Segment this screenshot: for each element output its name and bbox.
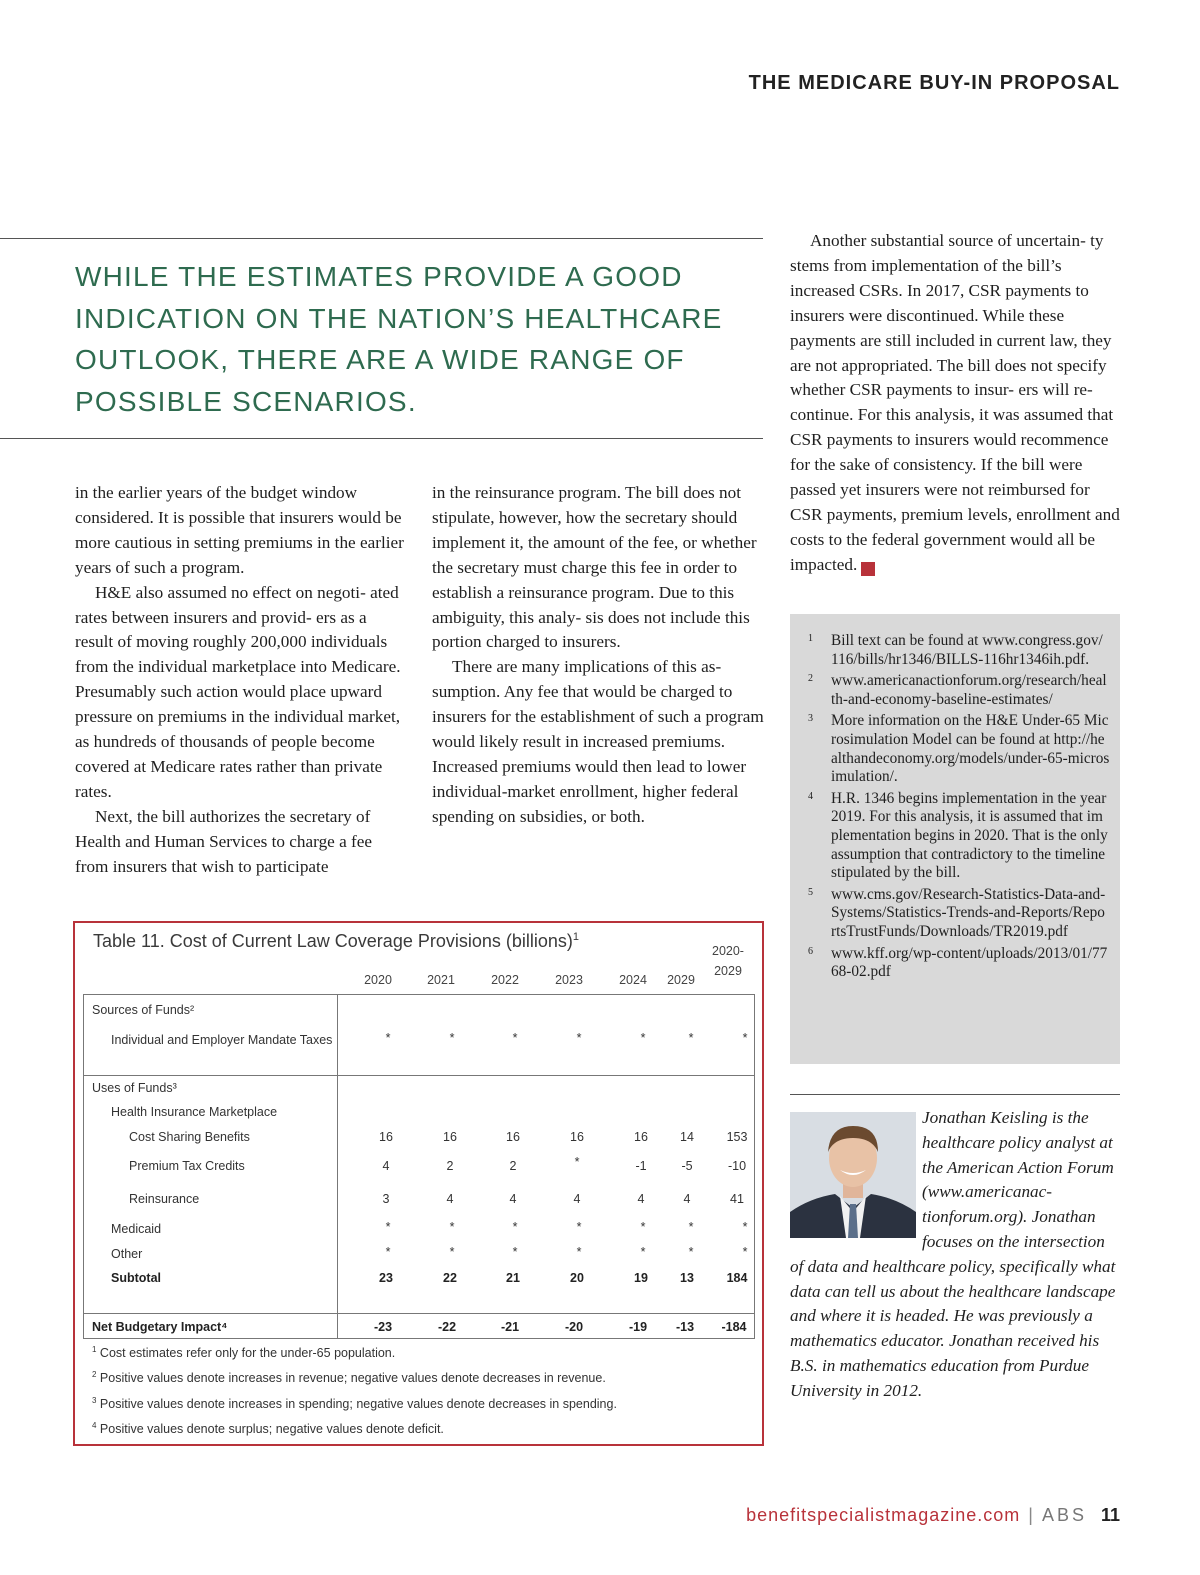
table-cell: * — [688, 1220, 694, 1234]
table-cell: -23 — [373, 1320, 393, 1334]
footnotes-box — [790, 614, 1120, 1064]
table-cell: -13 — [675, 1320, 695, 1334]
row-label: Subtotal — [111, 1271, 161, 1285]
footer-site-link[interactable]: benefitspecialistmagazine.com — [746, 1505, 1021, 1525]
bio-text: Jonathan Keisling is the healthcare policy analyst at the American Action Forum (www.americanac- tionforum.org). Jonathan focuses on the intersection of data and healthcare policy, specifically what data can tell us about the healthcare landscape and where it is headed. He was previously a mathematics educator. Jonathan received his B.S. in mathematics education from Purdue University in 2012. — [790, 1108, 1116, 1400]
table-cell: 16 — [379, 1130, 393, 1144]
table-note: $^3$ Positive values denote increases in spending; negative values denote decreases in spending. — [92, 1396, 617, 1412]
table-cell: * — [640, 1220, 646, 1234]
table-cell: * — [574, 1155, 580, 1169]
paragraph — [790, 229, 1122, 578]
page-number: 11 — [1100, 1505, 1120, 1525]
column-header: 2022 — [491, 973, 519, 987]
table-cell: 20 — [570, 1271, 584, 1285]
table-cell: 184 — [726, 1271, 748, 1285]
bio-rule — [790, 1094, 1120, 1095]
footer-magazine: ABS — [1041, 1505, 1087, 1525]
row-label: Medicaid — [111, 1222, 162, 1236]
table-cell: * — [576, 1220, 582, 1234]
table-cell: 153 — [726, 1130, 748, 1144]
table-cell: * — [512, 1031, 518, 1045]
table-cell: * — [449, 1031, 455, 1045]
table-cell: * — [576, 1245, 582, 1259]
pull-quote: WHILE THE ESTIMATES PROVIDE A GOOD INDICATION ON THE NATION’S HEALTHCARE OUTLOOK, THERE ARE A WIDE RANGE OF POSSIBLE SCENARIOS. — [75, 261, 723, 417]
table-cell: 19 — [634, 1271, 648, 1285]
table-cell: * — [512, 1245, 518, 1259]
table-cell: 14 — [680, 1130, 694, 1144]
table-cell: * — [576, 1031, 582, 1045]
table-cell: 21 — [506, 1271, 520, 1285]
abs-end-mark-icon: ABS — [861, 562, 875, 576]
table-note: $^1$ Cost estimates refer only for the under-65 population. — [92, 1345, 396, 1361]
table-cell: * — [742, 1245, 748, 1259]
table-rule — [83, 994, 755, 995]
footnote: 6 www.kff.org/wp-content/uploads/2013/01/7768-02.pdf — [808, 944, 1108, 981]
table-rule — [83, 1313, 755, 1314]
column-header: 2020- 2029 — [712, 944, 744, 978]
table-cell: -19 — [628, 1320, 648, 1334]
column-header: 2021 — [427, 973, 455, 987]
table-rule — [83, 994, 84, 1338]
row-label: Individual and Employer Mandate Taxes — [111, 1033, 333, 1047]
author-photo — [790, 1112, 916, 1238]
column-header: 2029 — [667, 973, 695, 987]
row-label: Uses of Funds³ — [92, 1081, 177, 1095]
table-11 — [73, 921, 764, 1446]
row-label: Other — [111, 1247, 143, 1261]
footnote: 3 More information on the H&E Under-65 Microsimulation Model can be found at http://healthandeconomy.org/models/under-65-microsimulation/. — [808, 712, 1110, 786]
table-cell: 2 — [446, 1159, 454, 1173]
paragraph: H&E also assumed no effect on negoti- ated rates between insurers and provid- ers as a result of moving roughly 200,000 individuals from the individual marketplace into Medicare. Presumably such action would place upward pressure on premiums in the individual market, as hundreds of thousands of people become covered at Medicare rates rather than private rates. — [75, 582, 401, 801]
table-cell: * — [640, 1245, 646, 1259]
row-label: Premium Tax Credits — [129, 1159, 245, 1173]
table-cell: -1 — [635, 1159, 647, 1173]
table-rule — [83, 1338, 755, 1339]
table-cell: 3 — [382, 1192, 390, 1206]
paragraph: There are many implications of this as- sumption. Any fee that would be charged to insurers for the establishment of such a program would likely result in increased premiums. Increased premiums would then lead to lower individual-market enrollment, higher federal spending on subsidies, or both. — [432, 657, 764, 826]
row-label: Reinsurance — [129, 1192, 200, 1206]
table-rule — [337, 994, 338, 1338]
running-header: THE MEDICARE BUY-IN PROPOSAL — [748, 72, 1120, 94]
table-cell: -184 — [721, 1320, 747, 1334]
row-label: Cost Sharing Benefits — [129, 1130, 250, 1144]
table-cell: * — [688, 1031, 694, 1045]
table-cell: * — [512, 1220, 518, 1234]
row-label: Sources of Funds² — [92, 1003, 195, 1017]
paragraph-text: Another substantial source of uncertain- ty stems from implementation of the bill’s increased CSRs. In 2017, CSR payments to insurers were discontinued. While these payments are still included in current law, they are not appropriated. The bill does not specify whether CSR payments to insur- ers will re-continue. For this analysis, it was assumed that CSR payments to insurers would recommence for the sake of consistency. If the bill were passed yet insurers were not reimbursed for CSR payments, premium levels, enrollment and costs to the federal government would all be impacted. — [790, 231, 1120, 574]
table-cell: 4 — [446, 1192, 454, 1206]
table-cell: * — [385, 1031, 391, 1045]
table-cell: * — [688, 1245, 694, 1259]
table-cell: -5 — [681, 1159, 693, 1173]
table-cell: * — [385, 1220, 391, 1234]
table-cell: -22 — [437, 1320, 457, 1334]
table-cell: * — [449, 1245, 455, 1259]
table-cell: 16 — [506, 1130, 520, 1144]
footnote: 2 www.americanactionforum.org/research/health-and-economy-baseline-estimates/ — [808, 672, 1107, 708]
table-cell: * — [449, 1220, 455, 1234]
paragraph: in the reinsurance program. The bill does not stipulate, however, how the secretary should implement it, the amount of the fee, or whether the secretary must charge this fee in order to establish a reinsurance program. Due to this ambiguity, this analy- sis does not include this portion charged to insurers. — [432, 483, 757, 652]
table-cell: -21 — [500, 1320, 520, 1334]
footnote: 5 www.cms.gov/Research-Statistics-Data-and-Systems/Statistics-Trends-and-Reports/ReportsTrustFunds/Downloads/TR2019.pdf — [808, 885, 1106, 940]
table-cell: 4 — [683, 1192, 691, 1206]
table-cell: 2 — [509, 1159, 517, 1173]
table-cell: 4 — [382, 1159, 390, 1173]
table-cell: 22 — [443, 1271, 457, 1285]
footer-separator: | — [1028, 1505, 1034, 1525]
paragraph: in the earlier years of the budget window considered. It is possible that insurers would be more cautious in setting premiums in the earlier years of such a program. — [75, 483, 404, 577]
table-note: $^4$ Positive values denote surplus; negative values denote deficit. — [92, 1421, 444, 1437]
body-column-1 — [75, 481, 407, 880]
table-cell: 13 — [680, 1271, 694, 1285]
author-portrait-icon — [790, 1112, 916, 1238]
table-cell: 16 — [443, 1130, 457, 1144]
row-label: Health Insurance Marketplace — [111, 1105, 278, 1119]
table-cell: * — [385, 1245, 391, 1259]
pullquote-top-rule — [0, 238, 763, 239]
column-header: 2023 — [555, 973, 583, 987]
body-column-2 — [432, 481, 764, 830]
table-cell: * — [640, 1031, 646, 1045]
row-label: Net Budgetary Impact⁴ — [92, 1320, 228, 1334]
table-cell: 16 — [570, 1130, 584, 1144]
page-footer — [746, 1505, 1120, 1526]
table-cell: 41 — [730, 1192, 744, 1206]
footnote: 1 Bill text can be found at www.congress.gov/116/bills/hr1346/BILLS-116hr1346ih.pdf. — [808, 632, 1103, 668]
pullquote-bottom-rule — [0, 438, 763, 439]
table-rule — [83, 1075, 755, 1076]
body-column-3 — [790, 229, 1122, 578]
table-cell: 4 — [573, 1192, 581, 1206]
table-cell: 4 — [637, 1192, 645, 1206]
table-cell: * — [742, 1031, 748, 1045]
column-header: 2020 — [364, 973, 392, 987]
column-header: 2024 — [619, 973, 647, 987]
table-cell: 23 — [379, 1271, 393, 1285]
table-cell: -20 — [564, 1320, 584, 1334]
footnote: 4 H.R. 1346 begins implementation in the year 2019. For this analysis, it is assumed that implementation begins in 2020. That is the only assumption that contradictory to the timeline stipulated by the bill. — [808, 789, 1108, 882]
author-bio — [790, 1106, 1120, 1404]
table-cell: -10 — [727, 1159, 747, 1173]
table-title: Table 11. Cost of Current Law Coverage Provisions (billions)$^1$ — [93, 931, 580, 951]
table-cell: 4 — [509, 1192, 517, 1206]
paragraph: Next, the bill authorizes the secretary of Health and Human Services to charge a fee from insurers that wish to participate — [75, 806, 372, 876]
table-cell: 16 — [634, 1130, 648, 1144]
table-cell: * — [742, 1220, 748, 1234]
table-note: $^2$ Positive values denote increases in revenue; negative values denote decreases in revenue. — [92, 1370, 606, 1386]
